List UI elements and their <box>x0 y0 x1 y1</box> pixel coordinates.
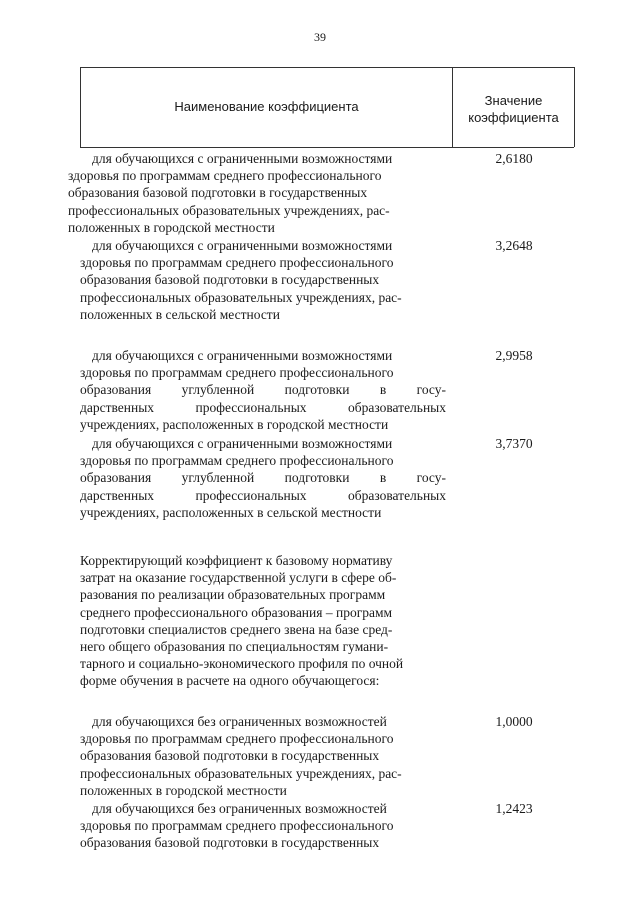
row-1-line-3: образования базовой подготовки в государственных <box>68 185 368 201</box>
row-text-2 <box>80 237 446 323</box>
row-text-5 <box>80 713 446 799</box>
row-4-line-4: дарственных профессиональных образовательных <box>80 487 446 503</box>
table-top-border <box>80 67 574 68</box>
row-text-4 <box>80 435 446 521</box>
header-name-column: Наименование коэффициента <box>174 99 359 114</box>
row-1-line-2: здоровья по программам среднего профессионального <box>68 168 382 184</box>
row-value-1: 2,6180 <box>495 151 533 166</box>
row-value-6: 1,2423 <box>495 801 533 816</box>
row-2-line-1: для обучающихся с ограниченными возможностями <box>92 238 393 253</box>
section-line-6: него общего образования по специальностям гумани- <box>80 639 389 655</box>
row-2-line-4: профессиональных образовательных учреждениях, рас- <box>80 289 402 305</box>
row-5-line-2: здоровья по программам среднего профессионального <box>80 731 394 747</box>
row-text-1 <box>68 150 446 236</box>
header-value-line-1: Значение <box>484 93 543 108</box>
row-2-line-5: положенных в сельской местности <box>80 306 280 322</box>
row-4-line-1: для обучающихся с ограниченными возможностями <box>92 436 393 451</box>
row-5-line-5: положенных в городской местности <box>80 782 287 798</box>
row-6-line-3: образования базовой подготовки в государственных <box>80 835 380 851</box>
section-line-2: затрат на оказание государственной услуги в сфере об- <box>80 570 397 586</box>
row-text-6 <box>80 800 446 852</box>
row-3-line-4: дарственных профессиональных образовательных <box>80 399 446 415</box>
row-5-line-1: для обучающихся без ограниченных возможностей <box>92 714 387 729</box>
row-6-line-1: для обучающихся без ограниченных возможностей <box>92 801 387 816</box>
row-2-line-2: здоровья по программам среднего профессионального <box>80 255 394 271</box>
row-5-line-3: образования базовой подготовки в государственных <box>80 748 380 764</box>
row-value-2: 3,2648 <box>495 238 533 253</box>
section-line-4: среднего профессионального образования – программ <box>80 604 393 620</box>
row-3-line-5: учреждениях, расположенных в городской местности <box>80 416 389 432</box>
row-5-line-4: профессиональных образовательных учреждениях, рас- <box>80 765 402 781</box>
page-number: 39 <box>314 30 326 44</box>
row-4-line-3: образования углубленной подготовки в госу- <box>80 470 446 486</box>
row-4-line-5: учреждениях, расположенных в сельской местности <box>80 504 382 520</box>
row-3-line-2: здоровья по программам среднего профессионального <box>80 365 394 381</box>
row-6-line-2: здоровья по программам среднего профессионального <box>80 818 394 834</box>
row-2-line-3: образования базовой подготовки в государственных <box>80 272 380 288</box>
table-right-border <box>574 67 575 147</box>
header-value-column <box>453 92 574 126</box>
section-line-3: разования по реализации образовательных программ <box>80 587 386 603</box>
section-line-1: Корректирующий коэффициент к базовому нормативу <box>80 553 393 568</box>
row-1-line-1: для обучающихся с ограниченными возможностями <box>92 151 393 166</box>
row-value-5: 1,0000 <box>495 714 533 729</box>
row-3-line-1: для обучающихся с ограниченными возможностями <box>92 348 393 363</box>
row-4-line-2: здоровья по программам среднего профессионального <box>80 453 394 469</box>
table-header-bottom-border <box>80 147 574 148</box>
section-line-7: тарного и социально-экономического профиля по очной <box>80 656 404 672</box>
row-value-3: 2,9958 <box>495 348 533 363</box>
header-value-line-2: коэффициента <box>468 110 559 125</box>
section-paragraph <box>80 552 446 690</box>
section-line-8: форме обучения в расчете на одного обучающегося: <box>80 673 380 689</box>
row-3-line-3: образования углубленной подготовки в госу- <box>80 382 446 398</box>
row-1-line-4: профессиональных образовательных учреждениях, рас- <box>68 202 390 218</box>
row-text-3 <box>80 347 446 433</box>
section-line-5: подготовки специалистов среднего звена на базе сред- <box>80 621 393 637</box>
row-1-line-5: положенных в городской местности <box>68 219 275 235</box>
row-value-4: 3,7370 <box>495 436 533 451</box>
